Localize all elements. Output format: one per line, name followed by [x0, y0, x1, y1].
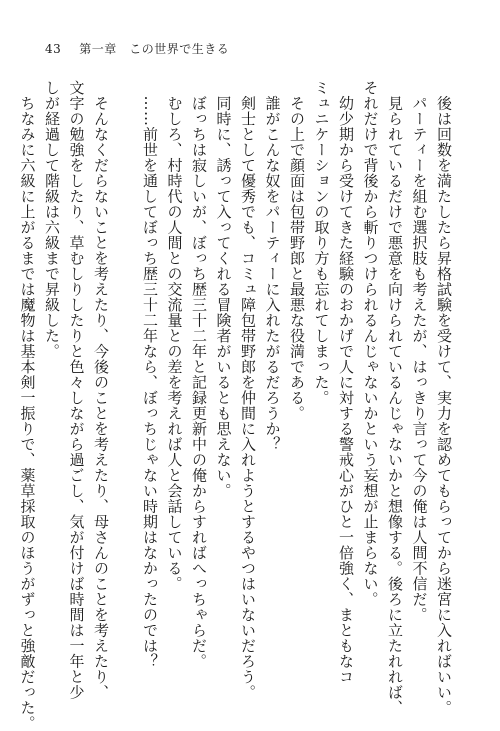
text-line: むしろ、村時代の人間との交流量との差を考えれば人と会話している。 [165, 80, 184, 592]
body-text [15, 80, 456, 731]
blank-line [113, 80, 138, 680]
text-line: 後は回数を満たしたら昇格試験を受けて、実力を認めてもらってから迷宮に入ればいい。 [435, 80, 453, 716]
page-header [45, 40, 229, 60]
text-line: 誰がこんな奴をパーティーに入れたがるだろうか？ [263, 80, 282, 452]
text-line: ……前世を通してぼっち歴三十二年なら、ぼっちじゃない時期はなかったのでは？ [141, 80, 159, 669]
text-line: ミュニケーションの取り方も忘れてしまった。 [312, 80, 331, 406]
text-line: パーティーを組む選択肢も考えたが、はっきり言って今の俺は人間不信だ。 [410, 80, 429, 623]
text-line: ぼっちは寂しいが、ぼっち歴三十二年と記録更新中の俺からすればへっちゃらだ。 [190, 80, 208, 669]
text-line: そんなくだらないことを考えたり、今後のことを考えたり、母さんのことを考えたり、 [92, 80, 110, 700]
text-line: 幼少期から受けてきた経験のおかげで人に対する警戒心がひと一倍強く、まともなコ [337, 80, 355, 685]
running-head: 第一章 この世界で生きる [79, 42, 230, 56]
text-line: しが経過して階級は六級まで昇級した。 [43, 80, 61, 359]
text-line: 剣士として優秀でも、コミュ障包帯野郎を仲間に入れようとするやつはいないだろう。 [239, 80, 257, 700]
text-line: それだけで背後から斬りつけられるんじゃないかという妄想が止まらない。 [361, 80, 380, 607]
text-line: その上で顔面は包帯野郎と最悪な役満である。 [288, 80, 306, 421]
page-number: 43 [45, 42, 62, 56]
text-line: 文字の勉強をしたり、草むしりしたりと色々しながら過ごし、気が付けば時間は一年と少 [67, 80, 86, 700]
text-line: ちなみに六級に上がるまでは魔物は基本剣一振りで、薬草採取のほうがずっと強敵だった。 [18, 80, 37, 731]
text-line: 見られているだけで悪意を向けられているんじゃないかと想像する。後ろに立たれれば、 [386, 80, 404, 716]
text-line: 同時に、誘って入ってくれる冒険者がいるとも思えない。 [214, 80, 233, 499]
